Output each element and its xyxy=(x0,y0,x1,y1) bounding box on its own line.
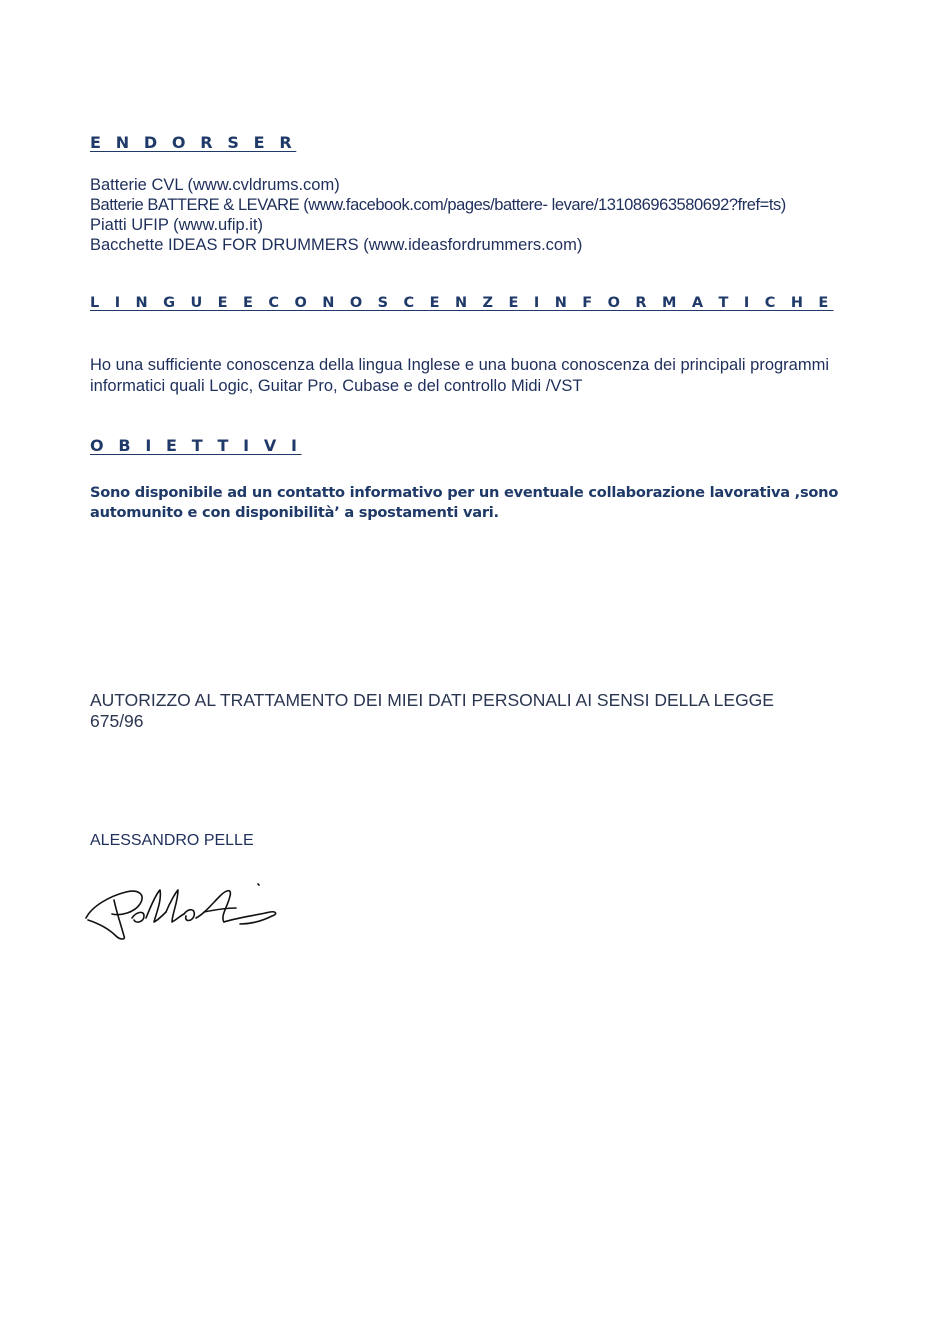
endorser-heading: E N D O R S E R xyxy=(90,133,297,152)
objectives-heading: O B I E T T I V I xyxy=(90,436,302,455)
languages-text: Ho una sufficiente conoscenza della lingua Inglese e una buona conoscenza dei principali programmi informatici quali Logic, Guitar Pro, Cubase e del controllo Midi /VST xyxy=(90,356,830,395)
endorser-line-2: Batterie BATTERE & LEVARE (www.facebook.com/pages/battere- levare/131086963580692?fref=ts) xyxy=(90,196,786,214)
objectives-text: Sono disponibile ad un contatto informativo per un eventuale collaborazione lavorativa ,sono automunito e con disponibilità’ a spostamenti vari. xyxy=(90,484,839,521)
endorser-line-3: Piatti UFIP (www.ufip.it) xyxy=(90,216,263,234)
languages-heading: L I N G U E E C O N O S C E N Z E I N F O R M A T I C H E xyxy=(90,295,834,311)
signer-name: ALESSANDRO PELLE xyxy=(90,832,254,849)
endorser-line-1: Batterie CVL (www.cvldrums.com) xyxy=(90,176,340,194)
authorization-text: AUTORIZZO AL TRATTAMENTO DEI MIEI DATI PERSONALI AI SENSI DELLA LEGGE 675/96 xyxy=(90,690,774,731)
handwritten-signature xyxy=(80,878,280,944)
endorser-line-4: Bacchette IDEAS FOR DRUMMERS (www.ideasfordrummers.com) xyxy=(90,236,583,254)
